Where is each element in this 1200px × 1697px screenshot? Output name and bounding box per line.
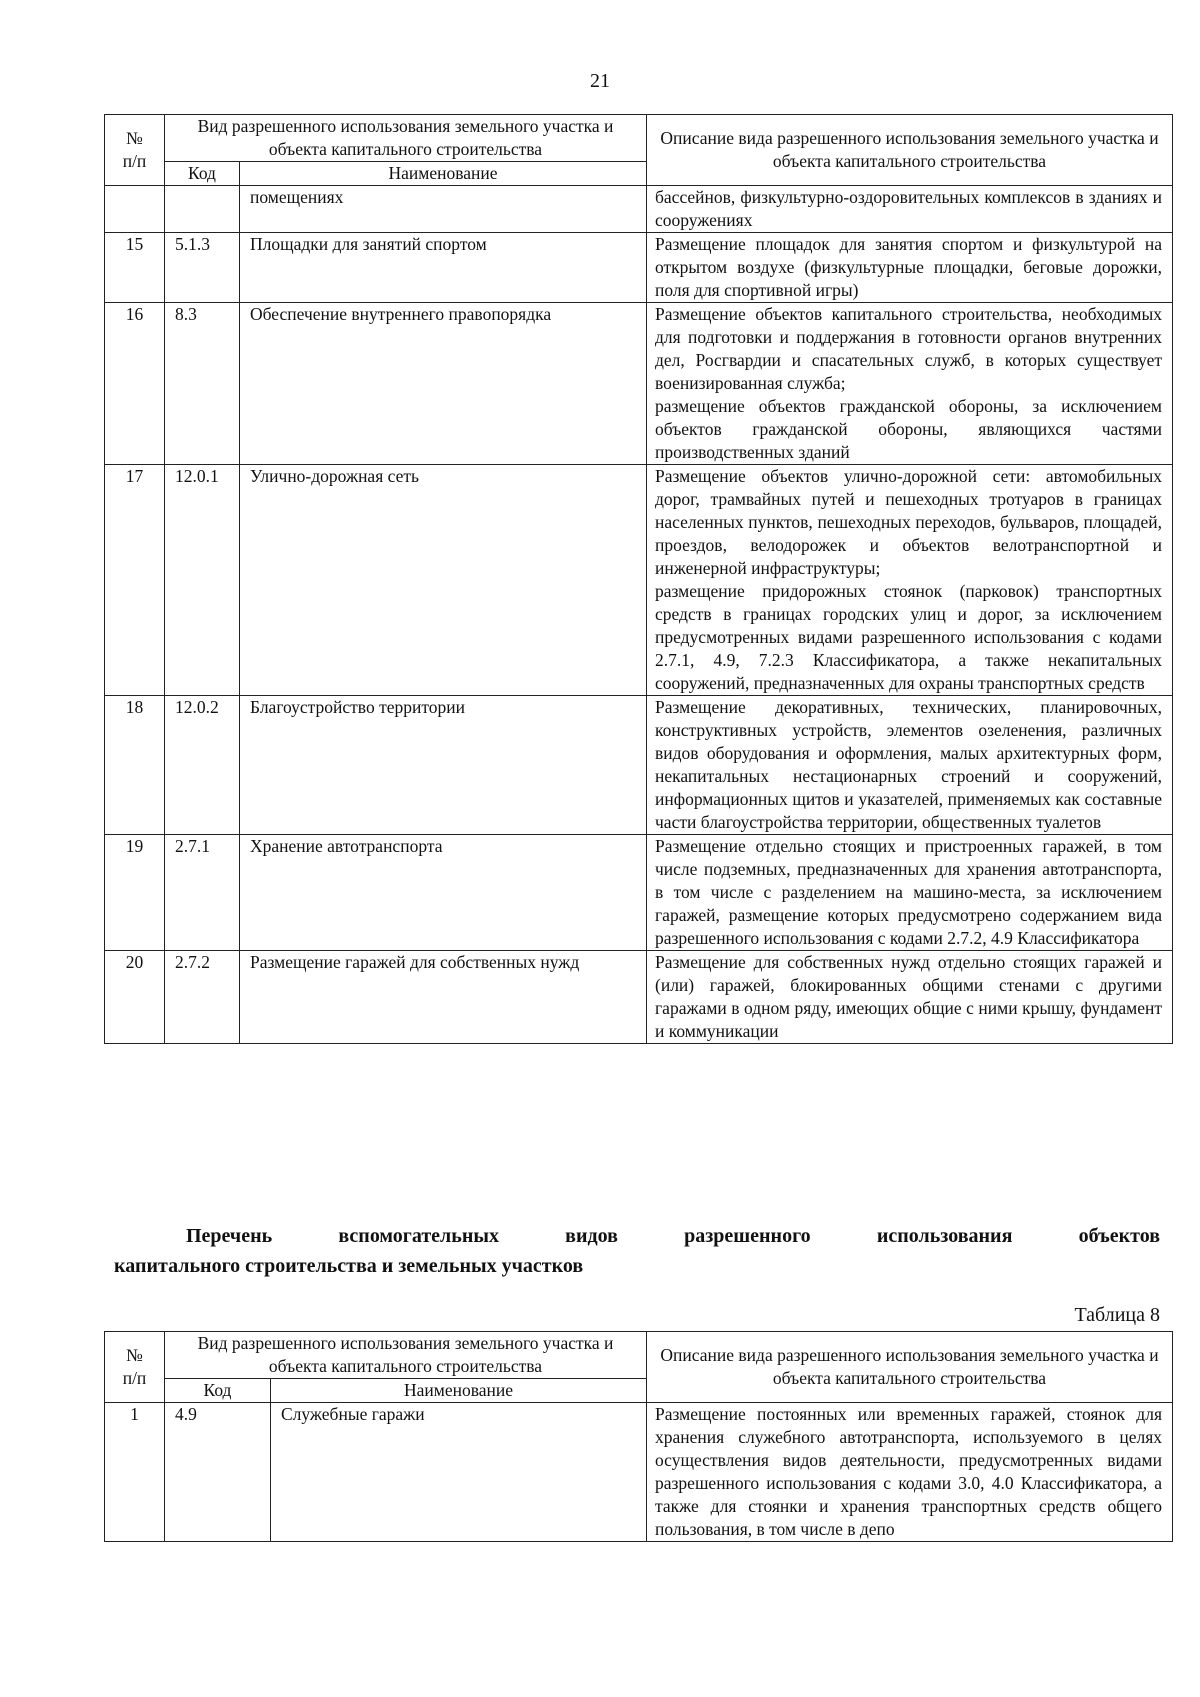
header-code: Код — [165, 1379, 271, 1403]
row-number — [105, 186, 165, 233]
row-description — [647, 465, 1173, 696]
row-description — [647, 696, 1173, 835]
description-paragraph: размещение придорожных стоянок (парковок) транспортных средств в границах городских улиц и дорог, за исключением предусмотренных видами разрешенного использования с кодами 2.7.1, 4.9, 7.2.3 Классификатора, а также некапитальных сооружений, предназначенных для охраны транспортных средств — [655, 581, 1162, 693]
row-code: 12.0.1 — [165, 465, 240, 696]
header-description: Описание вида разрешенного использования земельного участка и объекта капитального строительства — [647, 1332, 1173, 1403]
description-paragraph: Размещение декоративных, технических, планировочных, конструктивных устройств, элементов озеленения, различных видов оборудования и оформления, малых архитектурных форм, некапитальных нестационарных строений и сооружений, информационных щитов и указателей, применяемых как составные части благоустройства территории, общественных туалетов — [655, 697, 1162, 832]
row-description — [647, 951, 1173, 1044]
row-code: 12.0.2 — [165, 696, 240, 835]
table-caption: Таблица 8 — [1074, 1304, 1160, 1326]
header-group: Вид разрешенного использования земельного участка и объекта капитального строительства — [165, 115, 647, 162]
table-row — [105, 1403, 1173, 1542]
description-paragraph: Размещение для собственных нужд отдельно стоящих гаражей и (или) гаражей, блокированных общими стенами с другими гаражами в одном ряду, имеющих общие с ними крышу, фундамент и коммуникации — [655, 952, 1162, 1041]
row-name: Размещение гаражей для собственных нужд — [240, 951, 647, 1044]
table-row — [105, 303, 1173, 465]
row-description — [647, 233, 1173, 303]
table-row — [105, 233, 1173, 303]
table-row — [105, 835, 1173, 951]
header-num-line-2: п/п — [122, 1368, 147, 1388]
row-number: 20 — [105, 951, 165, 1044]
row-name: помещениях — [240, 186, 647, 233]
row-number: 16 — [105, 303, 165, 465]
page-number: 21 — [590, 70, 610, 92]
row-code: 2.7.2 — [165, 951, 240, 1044]
row-description — [647, 303, 1173, 465]
row-number: 18 — [105, 696, 165, 835]
header-description: Описание вида разрешенного использования земельного участка и объекта капитального строительства — [647, 115, 1173, 186]
section-heading — [114, 1221, 1160, 1281]
description-paragraph: Размещение площадок для занятия спортом и физкультурой на открытом воздухе (физкультурные площадки, беговые дорожки, поля для спортивной игры) — [655, 234, 1162, 300]
row-description — [647, 186, 1173, 233]
row-code — [165, 186, 240, 233]
row-code: 4.9 — [165, 1403, 271, 1542]
header-num-line-1: № — [126, 128, 143, 148]
section-heading-line-2: капитального строительства и земельных участков — [114, 1255, 584, 1277]
land-use-table-main — [104, 114, 1173, 1044]
table2-body — [105, 1403, 1173, 1542]
row-number: 19 — [105, 835, 165, 951]
row-code: 5.1.3 — [165, 233, 240, 303]
header-name: Наименование — [271, 1379, 647, 1403]
row-name: Служебные гаражи — [271, 1403, 647, 1542]
description-paragraph: Размещение постоянных или временных гаражей, стоянок для хранения служебного автотранспорта, используемого в целях осуществления видов деятельности, предусмотренных видами разрешенного использования с кодами 3.0, 4.0 Классификатора, а также для стоянки и хранения транспортных средств общего пользования, в том числе в депо — [655, 1404, 1162, 1539]
description-paragraph: Размещение объектов улично-дорожной сети: автомобильных дорог, трамвайных путей и пешеходных тротуаров в границах населенных пунктов, пешеходных переходов, бульваров, площадей, проездов, велодорожек и объектов велотранспортной и инженерной инфраструктуры; — [655, 466, 1162, 578]
row-number: 15 — [105, 233, 165, 303]
description-paragraph: размещение объектов гражданской обороны, за исключением объектов гражданской обороны, являющихся частями производственных зданий — [655, 396, 1162, 462]
row-name: Улично-дорожная сеть — [240, 465, 647, 696]
table-row — [105, 951, 1173, 1044]
land-use-table-auxiliary — [104, 1331, 1173, 1542]
row-name: Площадки для занятий спортом — [240, 233, 647, 303]
row-code: 8.3 — [165, 303, 240, 465]
description-paragraph: Размещение объектов капитального строительства, необходимых для подготовки и поддержания в готовности органов внутренних дел, Росгвардии и спасательных служб, в которых существует военизированная служба; — [655, 304, 1162, 393]
header-num — [105, 1332, 165, 1403]
header-group: Вид разрешенного использования земельного участка и объекта капитального строительства — [165, 1332, 647, 1379]
row-name: Хранение автотранспорта — [240, 835, 647, 951]
header-num — [105, 115, 165, 186]
row-name: Обеспечение внутреннего правопорядка — [240, 303, 647, 465]
row-code: 2.7.1 — [165, 835, 240, 951]
row-name: Благоустройство территории — [240, 696, 647, 835]
table-row — [105, 465, 1173, 696]
table-row — [105, 186, 1173, 233]
row-number: 17 — [105, 465, 165, 696]
header-num-line-2: п/п — [122, 151, 147, 171]
header-name: Наименование — [240, 162, 647, 186]
row-description — [647, 1403, 1173, 1542]
description-paragraph: Размещение отдельно стоящих и пристроенных гаражей, в том числе подземных, предназначенных для хранения автотранспорта, в том числе с разделением на машино-места, за исключением гаражей, размещение которых предусмотрено содержанием вида разрешенного использования с кодами 2.7.2, 4.9 Классификатора — [655, 836, 1162, 948]
header-code: Код — [165, 162, 240, 186]
row-description — [647, 835, 1173, 951]
section-heading-line-1: Перечень вспомогательных видов разрешенного использования объектов — [186, 1225, 1160, 1247]
table1-body — [105, 186, 1173, 1044]
description-paragraph: бассейнов, физкультурно-оздоровительных комплексов в зданиях и сооружениях — [655, 187, 1162, 230]
table-row — [105, 696, 1173, 835]
row-number: 1 — [105, 1403, 165, 1542]
header-num-line-1: № — [126, 1345, 143, 1365]
